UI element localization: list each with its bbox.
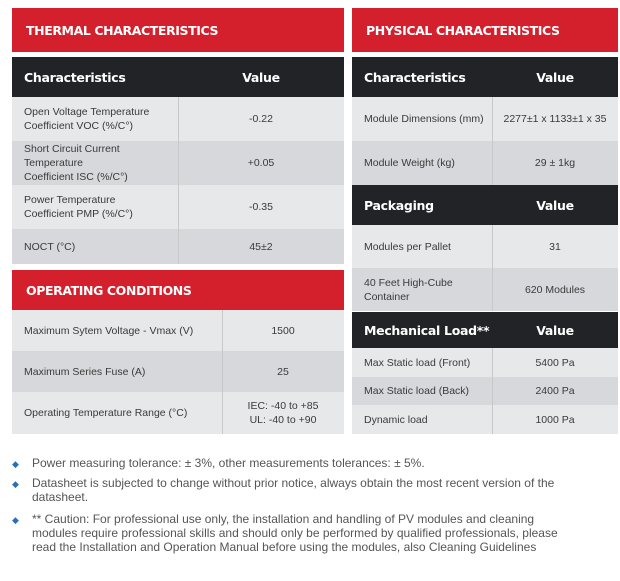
note-line: Datasheet is subjected to change without prior notice, always obtain the most recent version of the [32,476,555,490]
thermal-row-value: +0.05 [247,157,275,169]
column-divider [178,97,179,264]
mechanical-row-value: 2400 Pa [535,385,575,397]
physical-row-label: Module Weight (kg) [364,157,455,169]
mechanical-load-table-body [352,348,618,434]
note-line: ** Caution: For professional use only, the installation and handling of PV modules and cleaning [32,512,535,526]
label-line: Open Voltage Temperature [24,106,150,118]
value-line: IEC: -40 to +85 [247,400,319,412]
packaging-table-body [352,225,618,311]
operating-row-label: Operating Temperature Range (°C) [24,407,188,419]
table-row [352,348,618,377]
thermal-row-value: 45±2 [249,240,273,253]
thermal-row-label [12,105,178,133]
packaging-row-value: 620 Modules [524,283,586,296]
physical-table-body [352,97,618,185]
thermal-row-label [12,142,178,184]
table-row [352,141,618,185]
column-divider [492,97,493,185]
table-row [352,97,618,141]
packaging-col-value: Value [536,197,574,213]
table-row [352,405,618,434]
label-line: Coefficient VOC (%/C°) [24,120,134,132]
mechanical-row-label: Dynamic load [364,413,428,426]
packaging-table-header [352,185,618,225]
table-row [12,310,344,351]
column-divider [492,348,493,434]
thermal-col-characteristics: Characteristics [24,69,126,85]
table-row [352,225,618,268]
thermal-title-text: THERMAL CHARACTERISTICS [26,22,219,38]
note-line: read the Installation and Operation Manual before using the modules, also Cleaning Guidelines [32,540,537,554]
operating-row-label: Maximum Series Fuse (A) [24,365,146,378]
note-line: Power measuring tolerance: ± 3%, other measurements tolerances: ± 5%. [32,456,425,470]
physical-row-value: 29 ± 1kg [534,157,576,169]
packaging-row-value: 31 [549,240,561,253]
label-line: Short Circuit Current Temperature [24,143,120,169]
physical-col-value: Value [536,69,574,85]
packaging-col-title: Packaging [364,197,434,213]
operating-row-value [222,399,344,427]
mechanical-row-value: 1000 Pa [535,413,575,426]
label-line: Power Temperature [24,194,116,206]
thermal-row-value: -0.35 [249,201,273,213]
thermal-table-header [12,57,344,97]
note-text [32,456,607,471]
thermal-characteristics-title [12,8,344,52]
list-item [12,476,607,504]
physical-characteristics-title [352,8,618,52]
note-text [32,476,607,504]
operating-title-text: OPERATING CONDITIONS [26,282,192,298]
thermal-row-value: -0.22 [249,113,273,125]
operating-row-label: Maximum Sytem Voltage - Vmax (V) [24,324,194,337]
table-row [12,351,344,392]
packaging-row-label: Modules per Pallet [364,240,451,253]
physical-row-value: 2277±1 x 1133±1 x 35 [503,113,607,125]
diamond-bullet-icon: ◆ [12,459,19,469]
thermal-table-body [12,97,344,264]
label-line: Coefficient ISC (%/C°) [24,171,128,183]
thermal-row-label [12,193,178,221]
list-item [12,512,607,554]
label-line: Coefficient PMP (%/C°) [24,208,133,220]
physical-table-header [352,57,618,97]
thermal-row-label: NOCT (°C) [24,240,76,253]
mechanical-col-title: Mechanical Load** [364,322,490,338]
list-item [12,456,607,471]
mechanical-row-label: Max Static load (Front) [364,356,471,369]
mechanical-load-table-header [352,312,618,348]
value-line: UL: -40 to +90 [249,414,317,426]
column-divider [492,225,493,311]
diamond-bullet-icon: ◆ [12,479,19,489]
operating-table-body [12,310,344,434]
note-line: datasheet. [32,490,89,504]
physical-col-characteristics: Characteristics [364,69,466,85]
diamond-bullet-icon: ◆ [12,515,19,525]
packaging-row-label: 40 Feet High-Cube Container [364,276,453,303]
thermal-col-value: Value [242,69,280,85]
note-text [32,512,607,554]
physical-row-label: Module Dimensions (mm) [364,113,484,125]
table-row [12,392,344,434]
operating-conditions-title [12,270,344,310]
column-divider [222,310,223,434]
operating-row-value: 1500 [271,324,295,337]
note-line: modules require professional skills and should only be performed by qualified professionals, please [32,526,558,540]
mechanical-row-label: Max Static load (Back) [364,385,470,397]
mechanical-col-value: Value [536,322,574,338]
mechanical-row-value: 5400 Pa [535,356,575,369]
table-row [352,268,618,311]
physical-title-text: PHYSICAL CHARACTERISTICS [366,22,560,38]
table-row [352,377,618,405]
operating-row-value: 25 [277,365,289,378]
